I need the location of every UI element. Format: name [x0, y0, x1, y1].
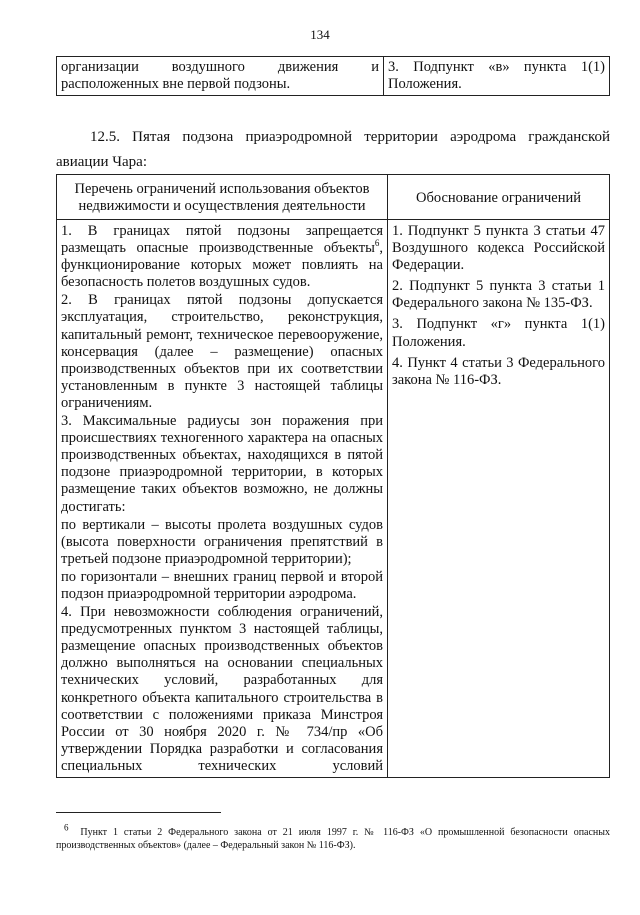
- continuation-left-text: организации воздушного движения и расположенных вне первой подзоны.: [61, 59, 379, 92]
- column-header-grounds: Обоснование ограничений: [388, 175, 610, 220]
- section-heading: 12.5. Пятая подзона приаэродромной территории аэродрома гражданской авиации Чара:: [56, 129, 610, 170]
- ground-item: 2. Подпункт 5 пункта 3 статьи 1 Федерального закона № 135-ФЗ.: [392, 278, 605, 312]
- footnote-divider: [56, 812, 221, 813]
- restriction-text-tail: , функционирование которых может повлиять на безопасность полетов воздушных судов.: [61, 240, 383, 291]
- continuation-right-cell: [384, 57, 610, 96]
- table-row: [57, 220, 610, 778]
- continuation-left-cell: [57, 57, 384, 96]
- footnote-mark: 6: [64, 822, 69, 833]
- footnote-ref[interactable]: 6: [374, 238, 380, 249]
- table-header-row: [57, 175, 610, 220]
- page-number: 134: [310, 27, 330, 42]
- grounds-cell: [388, 220, 610, 778]
- restriction-text: 1. В границах пятой подзоны запрещается размещать опасные производственные объекты: [61, 223, 383, 257]
- ground-item: 4. Пункт 4 статьи 3 Федерального закона № 116-ФЗ.: [392, 354, 605, 388]
- ground-item: 1. Подпункт 5 пункта 3 статьи 47 Воздушного кодекса Российской Федерации.: [392, 223, 605, 274]
- table-row: [57, 57, 610, 96]
- restrictions-cell: [57, 220, 388, 778]
- restriction-item: по вертикали – высоты пролета воздушных судов (высота поверхности ограничения препятствий в третьей подзоне приаэродромной территории);: [61, 516, 383, 567]
- footnote-text: Пункт 1 статьи 2 Федерального закона от 21 июля 1997 г. № 116-ФЗ «О промышленной безопасности опасных производственных объектов» (далее – Федеральный закон № 116-ФЗ).: [56, 827, 610, 851]
- column-header-restrictions: Перечень ограничений использования объектов недвижимости и осуществления деятельности: [57, 175, 388, 220]
- ground-item: 3. Подпункт «г» пункта 1(1) Положения.: [392, 316, 605, 350]
- restriction-item: [61, 223, 383, 291]
- continuation-table: [56, 56, 610, 96]
- restriction-item: по горизонтали – внешних границ первой и второй подзон приаэродромной территории аэродрома.: [61, 568, 383, 602]
- continuation-right-text: 3. Подпункт «в» пункта 1(1) Положения.: [388, 59, 605, 92]
- restriction-item: 3. Максимальные радиусы зон поражения при происшествиях техногенного характера на опасных производственных объектах, находящихся в пятой подзоне приаэродромной территории, в которых размещение таких объектов возможно, не должны достигать:: [61, 413, 383, 515]
- footnote: [56, 822, 610, 852]
- restrictions-table: [56, 174, 610, 778]
- restriction-item: 2. В границах пятой подзоны допускается эксплуатация, строительство, реконструкция, капитальный ремонт, техническое перевооружение, консервация (далее – размещение) опасных производственных объектов при их соответствии установленным в пункте 3 настоящей таблицы ограничениям.: [61, 292, 383, 411]
- restriction-item: 4. При невозможности соблюдения ограничений, предусмотренных пунктом 3 настоящей таблицы, размещение опасных производственных объектов должно выполняться на основании специальных технических условий, разработанных для конкретного объекта капитального строительства в соответствии с положениями приказа Минстроя России от 30 ноября 2020 г. № 734/пр «Об утверждении Порядка разработки и согласования специальных технических условий: [61, 604, 383, 774]
